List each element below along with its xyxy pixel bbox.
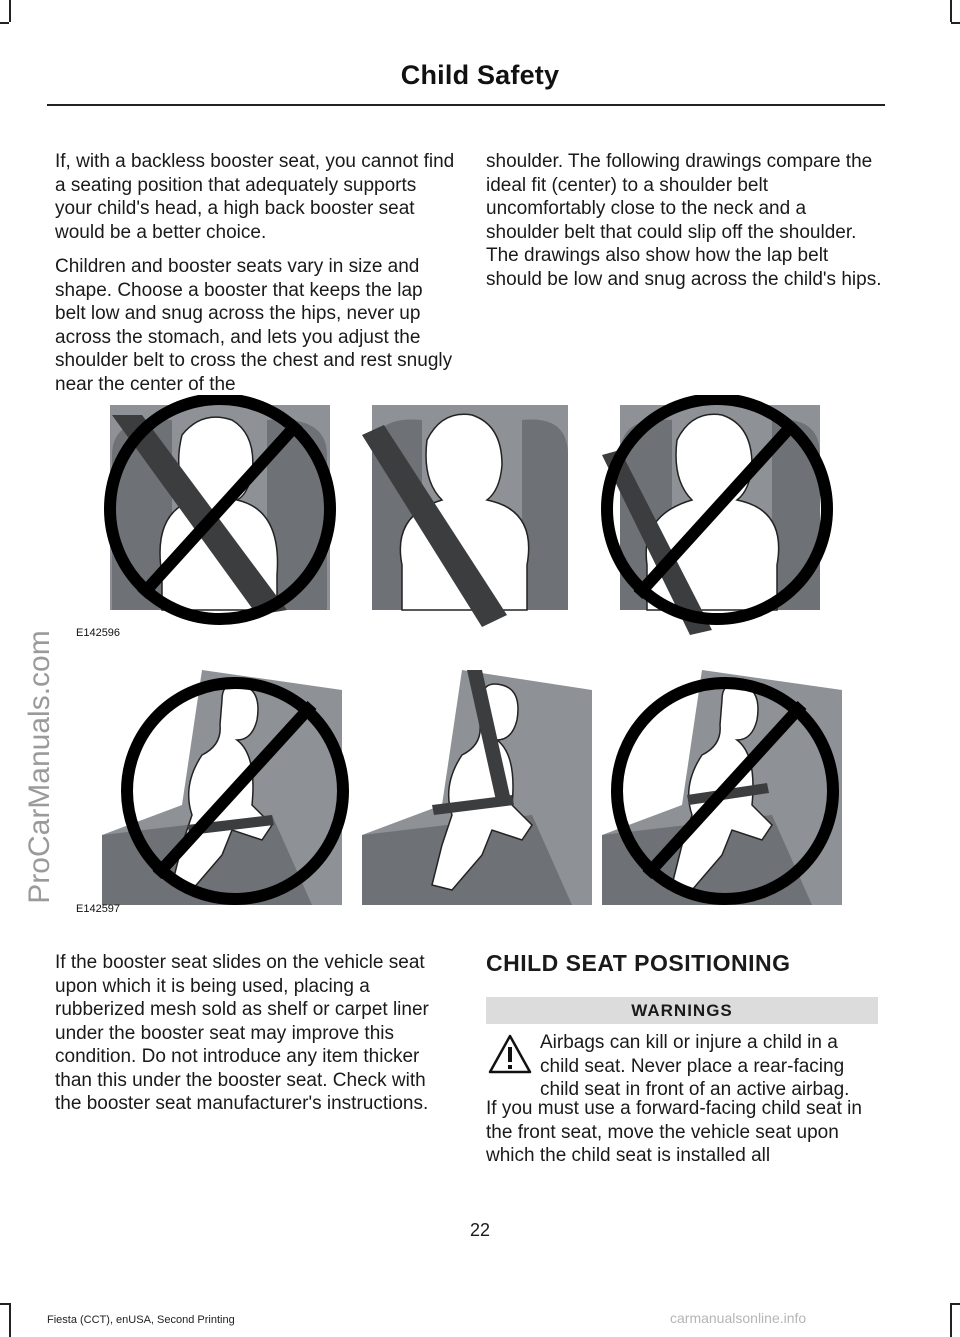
- lower-left-column: [55, 951, 455, 1127]
- figure-label: E142597: [76, 903, 121, 915]
- page-header: [0, 60, 960, 91]
- page-number: 22: [469, 1220, 491, 1240]
- panel-lap-belt-high-prohibited: [102, 670, 343, 905]
- panel-neck-belt-prohibited: [110, 399, 330, 619]
- footer-edition: Fiesta (CCT), enUSA, Second Printing: [47, 1314, 235, 1326]
- panel-ideal-fit: [362, 405, 568, 627]
- panel-lap-belt-stomach-prohibited: [602, 670, 842, 905]
- paragraph: If the booster seat slides on the vehicle seat upon which it is being used, placing a rubberized mesh sold as shelf or carpet liner under the booster seat may improve this condition. Do not introduce any item thicker than this under the booster seat. Check with the booster seat manufacturer's instructions.: [55, 952, 429, 1114]
- warnings-header: WARNINGS: [486, 997, 878, 1024]
- warning-triangle-icon: [488, 1034, 532, 1074]
- crop-mark: [950, 0, 952, 22]
- panel-shoulder-slip-prohibited: [602, 399, 827, 635]
- booster-fit-figure-bottom: [72, 665, 862, 915]
- crop-mark: [0, 1303, 9, 1305]
- crop-mark: [950, 1303, 952, 1337]
- footer-watermark: carmanualsonline.info: [670, 1310, 807, 1326]
- left-column: [55, 150, 455, 407]
- right-column: [486, 150, 884, 302]
- header-rule: [47, 104, 885, 106]
- seatbelt-fit-figure-top: [72, 395, 862, 645]
- crop-mark: [951, 1303, 960, 1305]
- crop-mark: [951, 22, 960, 24]
- crop-mark: [0, 22, 9, 24]
- warning-text-continued: If you must use a forward-facing child seat in the front seat, move the vehicle seat upon which the child seat is installed all: [486, 1098, 862, 1166]
- paragraph: shoulder. The following drawings compare the ideal fit (center) to a shoulder belt uncomfortably close to the neck and a shoulder belt that could slip off the shoulder. The drawings also show how the lap belt should be low and snug across the child's hips.: [486, 151, 882, 290]
- figure-label: E142596: [76, 627, 121, 639]
- paragraph: Children and booster seats vary in size and shape. Choose a booster that keeps the lap belt low and snug across the hips, never up across the stomach, and lets you adjust the shoulder belt to cross the chest and rest snugly near the center of the: [55, 256, 453, 395]
- crop-mark: [9, 1303, 11, 1337]
- section-title: CHILD SEAT POSITIONING: [486, 950, 791, 976]
- crop-mark: [9, 0, 11, 22]
- watermark-text: ProCarManuals.com: [23, 630, 56, 904]
- warning-text: Airbags can kill or injure a child in a child seat. Never place a rear-facing child seat in front of an active airbag.: [540, 1032, 850, 1100]
- paragraph: If, with a backless booster seat, you cannot find a seating position that adequately supports your child's head, a high back booster seat would be a better choice.: [55, 151, 455, 243]
- panel-lap-belt-ideal: [362, 670, 592, 905]
- page-title: Child Safety: [400, 60, 560, 90]
